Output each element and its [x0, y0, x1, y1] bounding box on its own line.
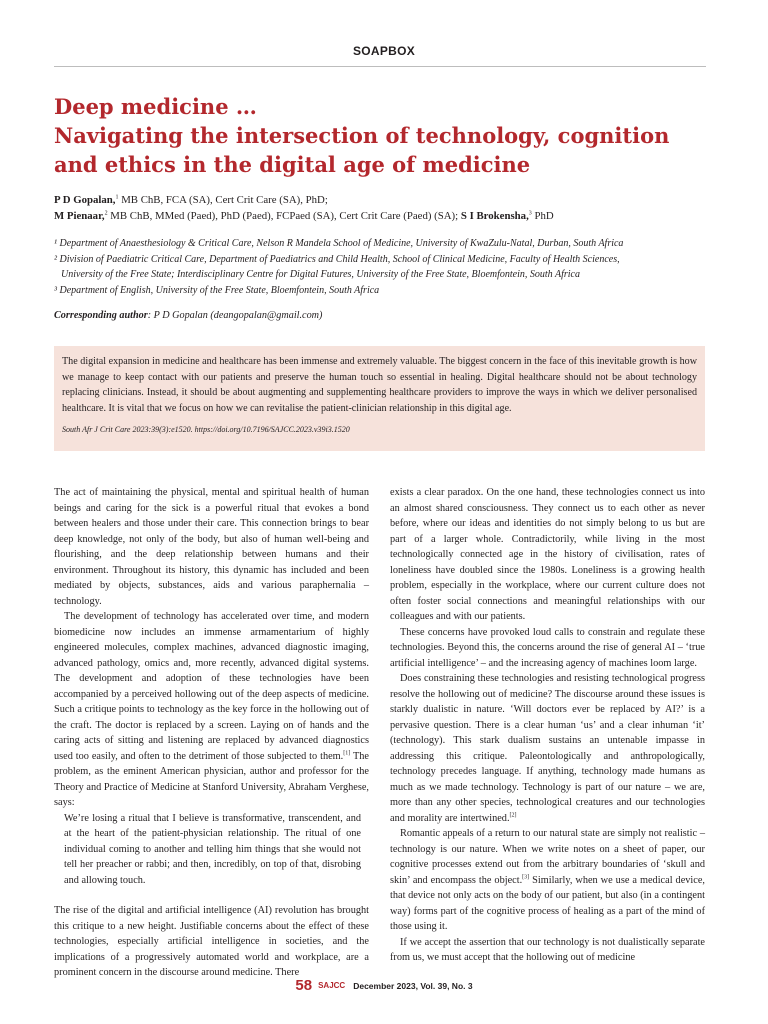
author-line-1	[54, 193, 714, 209]
citation: South Afr J Crit Care 2023:39(3):e1520. https://doi.org/10.7196/SAJCC.2023.v39i3.1520	[62, 425, 350, 435]
author-degrees: PhD	[531, 209, 554, 222]
author-name: S I Brokensha,	[460, 209, 529, 222]
paragraph-text: Similarly, when we use a medical device, that device not only acts on the body of our patient, but also (in a contingent way) forms part of the cognitive process of healing as a part of the mind of those using it.	[390, 874, 705, 932]
author-list	[54, 193, 714, 224]
author-sup: 2	[104, 209, 108, 216]
author-degrees: MB ChB, MMed (Paed), PhD (Paed), FCPaed (SA), Cert Crit Care (Paed) (SA);	[107, 209, 461, 222]
paragraph	[390, 826, 705, 935]
reference-mark: [1]	[343, 750, 351, 757]
author-sup: 1	[115, 194, 119, 201]
paragraph: The act of maintaining the physical, mental and spiritual health of human beings and caring for the sick is a powerful ritual that evokes a bond between healers and those under their care. This connection brings to bear deep knowledge, not only of the body, but also of human well-being and flourishing, and the deep relationship between humans and their environment. Throughout its history, this dynamic has included and been mediated by objects, substances, aids and various paraphernalia – technology.	[54, 487, 369, 607]
corresponding-text: : P D Gopalan (deangopalan@gmail.com)	[147, 310, 323, 321]
paragraph	[54, 609, 369, 811]
title-line-3: and ethics in the digital age of medicine	[54, 152, 531, 177]
title-line-1: Deep medicine …	[54, 94, 257, 119]
reference-mark: [3]	[522, 874, 530, 881]
paragraph: The rise of the digital and artificial intelligence (AI) revolution has brought this critique to a new height. Justifiable concerns about the effect of these technologies, especially artificial intelligence in societies, and the implications of a progressively automated world and workplace, are a prominent concern in the discourse around medicine. There	[54, 905, 369, 978]
body-column-left	[54, 485, 369, 981]
corresponding-label: Corresponding author	[54, 310, 148, 321]
affiliation-1: ¹ Department of Anaesthesiology & Critical Care, Nelson R Mandela School of Medicine, University of KwaZulu-Natal, Durban, South Africa	[54, 238, 624, 249]
page-footer	[0, 977, 768, 995]
title-line-2: Navigating the intersection of technology, cognition	[54, 123, 670, 148]
page-number: 58	[295, 977, 313, 995]
author-line-2	[54, 209, 714, 225]
paragraph	[390, 671, 705, 826]
reference-mark: [2]	[509, 812, 517, 819]
abstract-text: The digital expansion in medicine and healthcare has been immense and extremely valuable. The biggest concern in the face of this inevitable growth is how we manage to keep contact with our patients and preserve the human touch so essential in healing. Digital healthcare should not be about technology replacing clinicians. Instead, it should be about augmenting and supplementing healthcare providers to improve the ways in which we deliver personalised healthcare. It is vital that we focus on how we can revitalise the patient-clinician relationship in this digital age.	[62, 356, 697, 414]
affiliation-2: ² Division of Paediatric Critical Care, Department of Paediatrics and Child Health, School of Clinical Medicine, Faculty of Health Sciences,	[54, 253, 620, 265]
corresponding-author	[54, 310, 714, 321]
author-name: P D Gopalan,	[54, 194, 116, 206]
body-column-right	[390, 485, 705, 966]
section-label: SOAPBOX	[352, 44, 416, 58]
article-title	[54, 92, 714, 179]
journal-abbrev: SAJCC	[318, 981, 346, 991]
abstract-box	[54, 346, 705, 451]
affiliation-list	[54, 236, 714, 298]
paragraph: These concerns have provoked loud calls to constrain and regulate these technologies. Beyond this, the concerns around the rise of general AI – ‘true artificial intelligence’ – and the increasing agency of machines loom large.	[390, 626, 705, 669]
affiliation-2-cont: University of the Free State; Interdisciplinary Centre for Digital Futures, University of the Free State, Bloemfontein, South Africa	[61, 269, 580, 280]
author-sup: 3	[528, 209, 532, 216]
affiliation-3: ³ Department of English, University of the Free State, Bloemfontein, South Africa	[54, 284, 380, 296]
paragraph: exists a clear paradox. On the one hand, these technologies connect us into an almost shared consciousness. They connect us to each other as never before, where our ideas and identities do not simply belong to us but are part of a larger whole. Contradictorily, while living in the most technologically connected age in the history of civilisation, rates of loneliness have doubled since the 1980s. Loneliness is a growing health problem, especially in the workplace, where our current culture does not often foster social connections and meaningful relationships with our colleagues and with our patients.	[390, 487, 705, 622]
paragraph-text: The development of technology has accelerated over time, and modern biomedicine now includes an immense armamentarium of highly engineered molecules, complex machines, advanced diagnostic imaging, advanced pathology, omics and, more recently, advanced digital systems. The development and adoption of these technologies have been accompanied by a perceived hollowing out of the deep aspects of medicine. Such a critique points to technology as the key force in the hollowing out of the craft. The doctor is replaced by a screen. Laying on of hands and the caring acts of sitting and listening are replaced by advanced diagnostics used too easily, and often to the detriment of those subjected to them.	[54, 611, 369, 762]
paragraph: If we accept the assertion that our technology is not dualistically separate from us, we must accept that the hollowing out of medicine	[390, 936, 705, 963]
header-rule	[54, 66, 706, 67]
author-name: M Pienaar,	[54, 209, 105, 222]
paragraph-text: Does constraining these technologies and resisting technological progress resolve the hollowing out of medicine? The discourse around these issues is starkly dualistic in nature. ‘Will doctors ever be replaced by AI?’ is a pervasive question. There is a clear human ‘us’ and a clear inhuman ‘it’ (technology). This stark dualism sustains an untenable impasse in addressing this critique. Paleontologically and anthropologically, technology precedes language. If anything, technology made humans as much as we made technology. Technology is part of our nature – we are, more than any other species, technological creatures and our technologies and morality are intertwined.	[390, 673, 705, 824]
issue-info: December 2023, Vol. 39, No. 3	[353, 980, 473, 991]
paragraph-text: The problem, as the eminent American physician, author and professor for the Theory and Practice of Medicine at Stanford University, Abraham Verghese, says:	[54, 750, 369, 808]
author-degrees: MB ChB, FCA (SA), Cert Crit Care (SA), PhD;	[118, 194, 328, 206]
paragraph-text: Romantic appeals of a return to our natural state are simply not realistic – technology is our nature. When we write notes on a sheet of paper, our cognitive processes extend out from the arbitrary boundaries of ‘skull and skin’ and encompass the object.	[390, 828, 705, 886]
block-quote: We’re losing a ritual that I believe is transformative, transcendent, and at the heart of the patient-physician relationship. The ritual of one individual coming to another and telling him things that she would not tell her preacher or rabbi; and then, incredibly, on top of that, disrobing and allowing touch.	[64, 812, 361, 886]
